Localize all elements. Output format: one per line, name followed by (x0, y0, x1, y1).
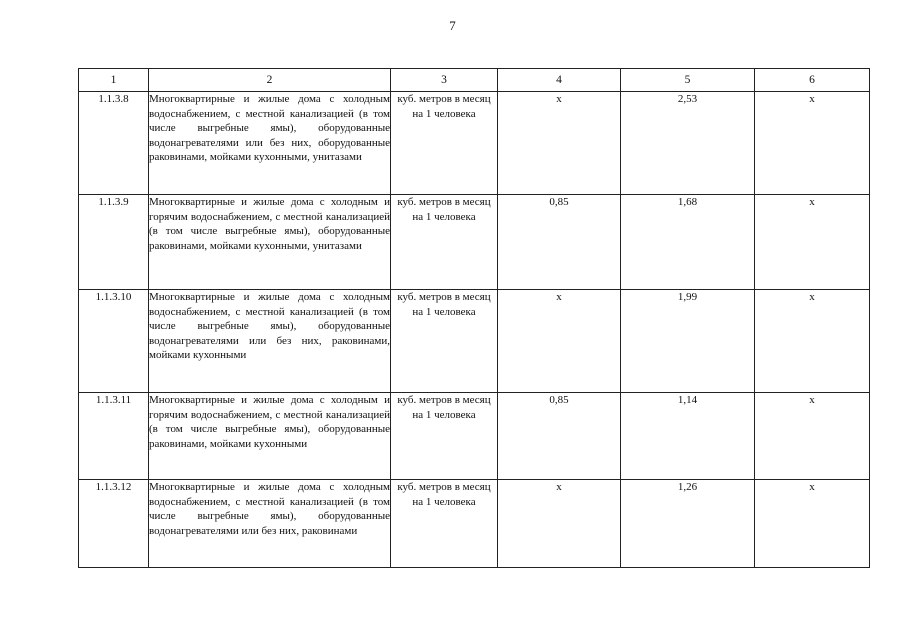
row-value-col5: 1,99 (621, 290, 755, 393)
row-code: 1.1.3.11 (79, 393, 149, 480)
row-unit: куб. метров в месяц на 1 человека (391, 393, 498, 480)
table-row (79, 92, 870, 195)
row-unit: куб. метров в месяц на 1 человека (391, 195, 498, 290)
row-code: 1.1.3.12 (79, 480, 149, 568)
row-value-col4: x (498, 290, 621, 393)
row-description: Многоквартирные и жилые дома с холодным водоснабжением, с местной канализацией (в том числе выгребные ямы), оборудованные водонагревателями или без них, раковинами (149, 480, 391, 568)
column-header-3: 3 (391, 69, 498, 92)
row-code: 1.1.3.9 (79, 195, 149, 290)
row-value-col6: x (755, 480, 870, 568)
row-value-col5: 1,14 (621, 393, 755, 480)
row-value-col6: x (755, 290, 870, 393)
row-value-col4: 0,85 (498, 195, 621, 290)
column-header-6: 6 (755, 69, 870, 92)
norms-table (78, 68, 870, 568)
row-description: Многоквартирные и жилые дома с холодным водоснабжением, с местной канализацией (в том числе выгребные ямы), оборудованные водонагревателями или без них, раковинами, мойками кухонными (149, 290, 391, 393)
column-header-4: 4 (498, 69, 621, 92)
row-value-col4: x (498, 92, 621, 195)
row-unit: куб. метров в месяц на 1 человека (391, 480, 498, 568)
table-row (79, 393, 870, 480)
row-value-col5: 1,68 (621, 195, 755, 290)
table-row (79, 480, 870, 568)
row-code: 1.1.3.10 (79, 290, 149, 393)
row-value-col5: 2,53 (621, 92, 755, 195)
row-description: Многоквартирные и жилые дома с холодным и горячим водоснабжением, с местной канализацией (в том числе выгребные ямы), оборудованные раковинами, мойками кухонными (149, 393, 391, 480)
row-value-col4: 0,85 (498, 393, 621, 480)
column-header-2: 2 (149, 69, 391, 92)
row-code: 1.1.3.8 (79, 92, 149, 195)
row-description: Многоквартирные и жилые дома с холодным и горячим водоснабжением, с местной канализацией (в том числе выгребные ямы), оборудованные раковинами, мойками кухонными, унитазами (149, 195, 391, 290)
row-unit: куб. метров в месяц на 1 человека (391, 92, 498, 195)
row-value-col4: x (498, 480, 621, 568)
header-row (79, 69, 870, 92)
column-header-1: 1 (79, 69, 149, 92)
table-row (79, 290, 870, 393)
row-value-col6: x (755, 393, 870, 480)
row-unit: куб. метров в месяц на 1 человека (391, 290, 498, 393)
row-value-col6: x (755, 195, 870, 290)
page-number: 7 (449, 18, 456, 33)
row-value-col6: x (755, 92, 870, 195)
table-row (79, 195, 870, 290)
column-header-5: 5 (621, 69, 755, 92)
row-description: Многоквартирные и жилые дома с холодным водоснабжением, с местной канализацией (в том числе выгребные ямы), оборудованные водонагревателями или без них, оборудованные раковинами, мойками кухонными, унитазами (149, 92, 391, 195)
row-value-col5: 1,26 (621, 480, 755, 568)
